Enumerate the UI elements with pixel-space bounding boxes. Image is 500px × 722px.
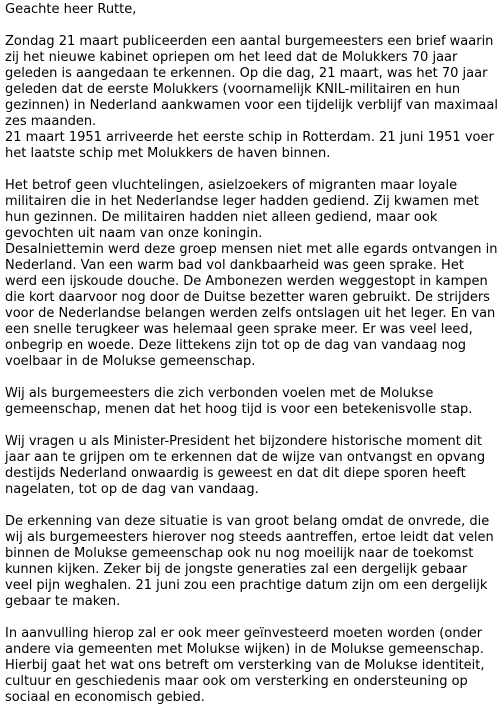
paragraph-4: Desalniettemin werd deze groep mensen niet met alle egards ontvangen in Nederland. Van een warm bad vol dankbaarheid was geen sprake. Het werd een ijskoude douche. De Ambonezen werden weggestopt in kampen die kort daarvoor nog door de Duitse bezetter waren gebruikt. De strijders voor de Nederlandse belangen werden zelfs ontslagen uit het leger. En van een snelle terugkeer was helemaal geen sprake meer. Er was veel leed, onbegrip en woede. Deze littekens zijn tot op de dag van vandaag nog voelbaar in de Molukse gemeenschap. bbox=[5, 242, 498, 369]
letter-body bbox=[5, 2, 498, 722]
paragraph-6: Wij vragen u als Minister-President het bijzondere historische moment dit jaar aan te grijpen om te erkennen dat de wijze van ontvangst en opvang destijds Nederland onwaardig is geweest en dat dit diepe sporen heeft nagelaten, tot op de dag van vandaag. bbox=[5, 434, 486, 497]
paragraph-8: In aanvulling hierop zal er ook meer geïnvesteerd moeten worden (onder andere via gemeenten met Molukse wijken) in de Molukse gemeenschap. Hierbij gaat het wat ons betreft om versterking van de Molukse identiteit, cultuur en geschiedenis maar ook om versterking en ondersteuning op sociaal en economisch gebied. bbox=[5, 626, 485, 705]
paragraph-1: Zondag 21 maart publiceerden een aantal burgemeesters een brief waarin zij het nieuwe kabinet opriepen om het leed dat de Molukkers 70 jaar geleden is aangedaan te erkennen. Op die dag, 21 maart, was het 70 jaar geleden dat de eerste Molukkers (voornamelijk KNIL-militairen en hun gezinnen) in Nederland aankwamen voor een tijdelijk verblijf van maximaal zes maanden. bbox=[5, 34, 498, 129]
paragraph-7: De erkenning van deze situatie is van groot belang omdat de onvrede, die wij als burgemeesters hierover nog steeds aantreffen, ertoe leidt dat velen binnen de Molukse gemeenschap ook nu nog moeilijk naar de toekomst kunnen kijken. Zeker bij de jongste generaties zal een dergelijk gebaar veel pijn weghalen. 21 juni zou een prachtige datum zijn om een dergelijk gebaar te maken. bbox=[5, 514, 494, 609]
paragraph-5: Wij als burgemeesters die zich verbonden voelen met de Molukse gemeenschap, menen dat het hoog tijd is voor een betekenisvolle stap. bbox=[5, 386, 473, 417]
paragraph-2: 21 maart 1951 arriveerde het eerste schip in Rotterdam. 21 juni 1951 voer het laatste schip met Molukkers de haven binnen. bbox=[5, 130, 494, 161]
salutation: Geachte heer Rutte, bbox=[5, 2, 137, 17]
paragraph-3: Het betrof geen vluchtelingen, asielzoekers of migranten maar loyale militairen die in het Nederlandse leger hadden gediend. Zij kwamen met hun gezinnen. De militairen hadden niet alleen gediend, maar ook gevochten uit naam van onze koningin. bbox=[5, 178, 479, 241]
